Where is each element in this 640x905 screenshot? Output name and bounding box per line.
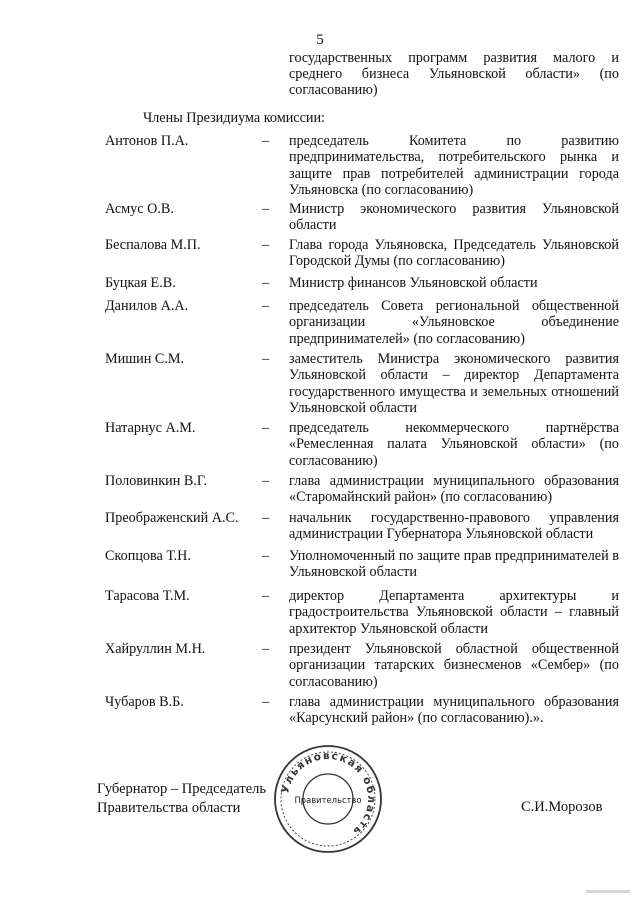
member-dash: –	[262, 133, 270, 149]
signatory-name: С.И.Морозов	[521, 799, 603, 815]
member-dash: –	[262, 201, 270, 217]
member-desc: директор Департамента архитектуры и градостроительства Ульяновской области – главный архитектор Ульяновской области	[289, 588, 619, 637]
member-desc: Министр финансов Ульяновской области	[289, 275, 538, 291]
member-dash: –	[262, 548, 270, 564]
member-dash: –	[262, 298, 270, 314]
member-dash: –	[262, 351, 270, 367]
member-desc: председатель Совета региональной общественной организации «Ульяновское объединение предпринимателей» (по согласованию)	[289, 298, 619, 347]
seal-center-text: Правительство	[294, 795, 362, 805]
member-name: Преображенский А.С.	[105, 510, 239, 526]
members-heading: Члены Президиума комиссии:	[143, 110, 326, 126]
member-dash: –	[262, 641, 270, 657]
member-desc: глава администрации муниципального образования «Старомайнский район» (по согласованию)	[289, 473, 619, 506]
signatory-title-line1: Губернатор – Председатель	[97, 781, 266, 797]
member-name: Скопцова Т.Н.	[105, 548, 191, 564]
member-dash: –	[262, 473, 270, 489]
member-name: Чубаров В.Б.	[105, 694, 184, 710]
member-name: Буцкая Е.В.	[105, 275, 176, 291]
member-dash: –	[262, 420, 270, 436]
member-name: Хайруллин М.Н.	[105, 641, 206, 657]
member-dash: –	[262, 694, 270, 710]
member-name: Беспалова М.П.	[105, 237, 201, 253]
member-desc: председатель Комитета по развитию предпринимательства, потребительского рынка и защите прав потребителей администрации города Ульяновска (по согласованию)	[289, 133, 619, 199]
member-desc: Глава города Ульяновска, Председатель Ульяновской Городской Думы (по согласованию)	[289, 237, 619, 270]
member-desc: председатель некоммерческого партнёрства «Ремесленная палата Ульяновской области» (по согласованию)	[289, 420, 619, 469]
member-desc: начальник государственно-правового управления администрации Губернатора Ульяновской области	[289, 510, 619, 543]
member-name: Половинкин В.Г.	[105, 473, 207, 489]
seal-ring-text: Ульяновская область	[279, 749, 378, 839]
member-name: Мишин С.М.	[105, 351, 185, 367]
signatory-title	[97, 780, 266, 818]
member-name: Натарнус А.М.	[105, 420, 196, 436]
signatory-title-line2: Правительства области	[97, 800, 241, 816]
official-seal	[272, 743, 384, 855]
member-desc: президент Ульяновской областной общественной организации татарских бизнесменов «Сембер» (по согласованию)	[289, 641, 619, 690]
member-name: Тарасова Т.М.	[105, 588, 190, 604]
scan-artifact	[586, 890, 630, 893]
member-name: Данилов А.А.	[105, 298, 189, 314]
member-dash: –	[262, 588, 270, 604]
member-desc: заместитель Министра экономического развития Ульяновской области – директор Департамента государственного имущества и земельных отношений Ульяновской области	[289, 351, 619, 417]
member-desc: глава администрации муниципального образования «Карсунский район» (по согласованию).».	[289, 694, 619, 727]
page-number: 5	[316, 32, 324, 48]
member-dash: –	[262, 510, 270, 526]
member-desc: Министр экономического развития Ульяновской области	[289, 201, 619, 234]
member-desc: Уполномоченный по защите прав предпринимателей в Ульяновской области	[289, 548, 619, 581]
continuation-text: государственных программ развития малого и среднего бизнеса Ульяновской области» (по согласованию)	[289, 50, 619, 98]
member-dash: –	[262, 275, 270, 291]
member-dash: –	[262, 237, 270, 253]
member-name: Антонов П.А.	[105, 133, 189, 149]
member-name: Асмус О.В.	[105, 201, 174, 217]
